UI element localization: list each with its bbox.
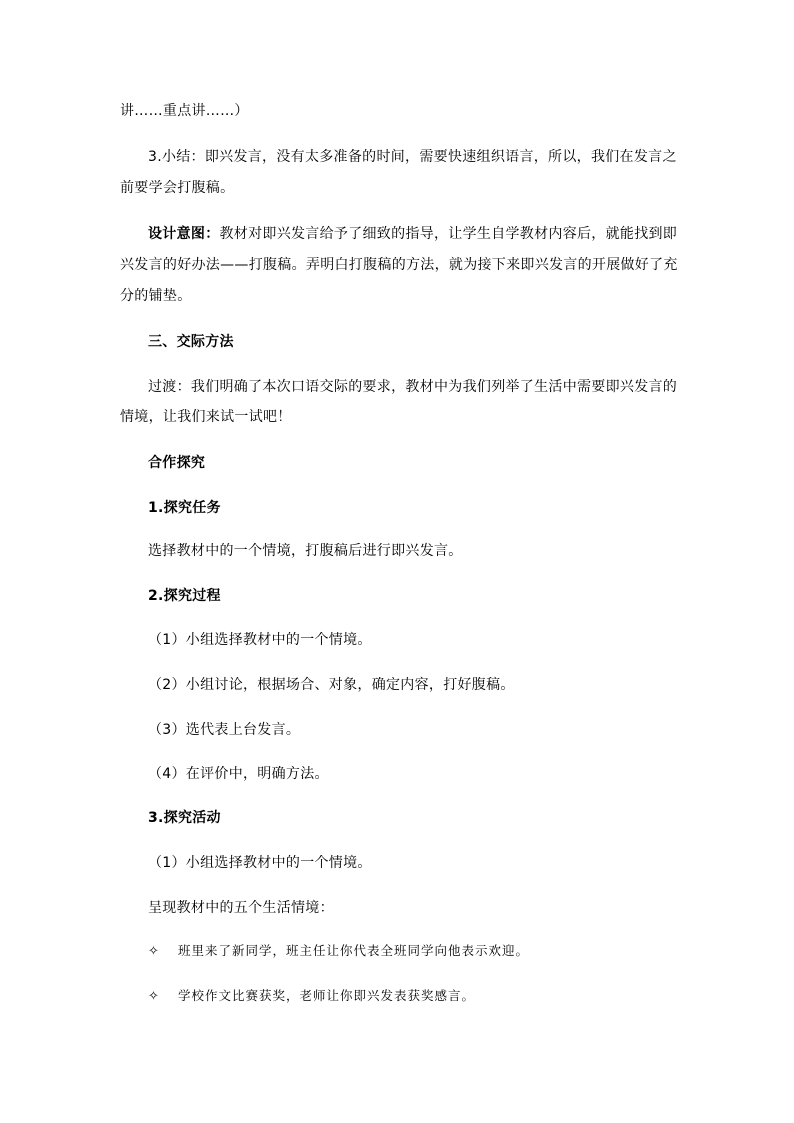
paragraph-line: 3.小结：即兴发言，没有太多准备的时间，需要快速组织语言，所以，我们在发言之 xyxy=(148,149,677,165)
section-heading: 三、交际方法 xyxy=(148,334,234,350)
scenario-bullet xyxy=(148,941,529,962)
subsection-heading: 1.探究任务 xyxy=(148,500,221,516)
list-item: （1）小组选择教材中的一个情境。 xyxy=(148,632,372,648)
diamond-star-icon: ✧ xyxy=(148,989,160,1004)
subsection-heading: 合作探究 xyxy=(148,455,206,471)
design-intent-line xyxy=(148,224,677,244)
paragraph-line: 讲……重点讲……） xyxy=(120,103,249,119)
paragraph-line: 选择教材中的一个情境，打腹稿后进行即兴发言。 xyxy=(148,543,463,559)
paragraph-line: 前要学会打腹稿。 xyxy=(120,180,235,196)
scenario-text: 学校作文比赛获奖，老师让你即兴发表获奖感言。 xyxy=(178,988,476,1003)
list-item: （2）小组讨论，根据场合、对象，确定内容，打好腹稿。 xyxy=(148,677,515,693)
diamond-star-icon: ✧ xyxy=(148,944,160,959)
list-item: （4）在评价中，明确方法。 xyxy=(148,766,329,782)
subsection-heading: 2.探究过程 xyxy=(148,588,221,604)
paragraph-line: 兴发言的好办法——打腹稿。弄明白打腹稿的方法，就为接下来即兴发言的开展做好了充 xyxy=(120,257,678,273)
scenario-bullet xyxy=(148,986,475,1007)
scenario-text: 班里来了新同学，班主任让你代表全班同学向他表示欢迎。 xyxy=(178,943,530,958)
paragraph-line: 过渡：我们明确了本次口语交际的要求，教材中为我们列举了生活中需要即兴发言的 xyxy=(148,379,678,395)
paragraph-text: 教材对即兴发言给予了细致的指导，让学生自学教材内容后，就能找到即 xyxy=(219,226,678,242)
paragraph-line: 情境，让我们来试一试吧！ xyxy=(120,409,292,425)
paragraph-line: 分的铺垫。 xyxy=(120,288,192,304)
list-item: （1）小组选择教材中的一个情境。 xyxy=(148,855,372,871)
subsection-heading: 3.探究活动 xyxy=(148,810,221,826)
design-intent-label: 设计意图： xyxy=(148,226,220,242)
list-item: （3）选代表上台发言。 xyxy=(148,722,301,738)
paragraph-line: 呈现教材中的五个生活情境： xyxy=(148,900,334,916)
